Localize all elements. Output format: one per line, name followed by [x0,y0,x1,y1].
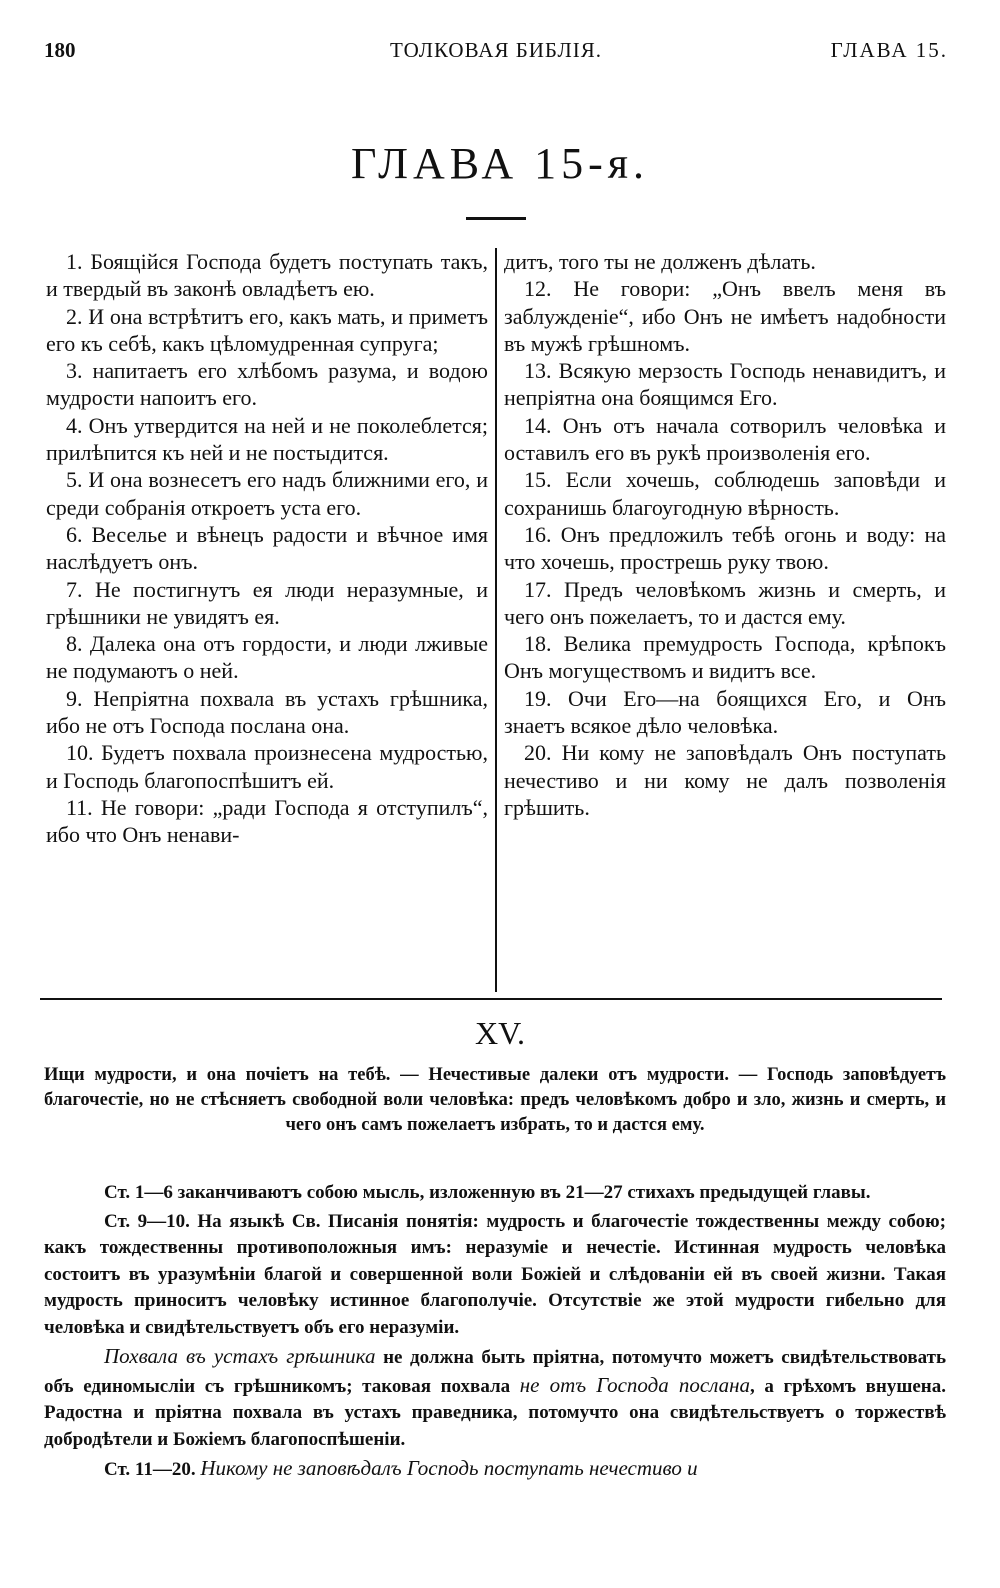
verse: 17. Предъ человѣкомъ жизнь и смерть, и чего онъ пожелаетъ, то и дастся ему. [504,576,946,629]
verse: 12. Не говори: „Онъ ввелъ меня въ заблужденіе“, ибо Онъ не имѣетъ надобности въ мужѣ грѣшномъ. [504,276,946,356]
verse: 19. Очи Его—на боящихся Его, и Онъ знаетъ всякое дѣло человѣка. [504,685,946,739]
running-header [44,38,948,68]
verse: 15. Если хочешь, соблюдешь заповѣди и сохранишь благоугодную вѣрность. [504,467,946,520]
book-title: ТОЛКОВАЯ БИБЛІЯ. [390,38,602,62]
verse: 4. Онъ утвердится на ней и не поколеблется; прилѣпится къ ней и не постыдится. [46,412,488,466]
commentary-paragraph [44,1455,946,1484]
chapter-summary: Ищи мудрости, и она почіетъ на тебѣ. — Нечестивые далеки отъ мудрости. — Господь заповѣдуетъ благочестіе, но не стѣсняетъ свободной воли человѣка: предъ человѣкомъ добро и зло, жизнь и смерть, и чего онъ самъ пожелаетъ избрать, то и дастся ему. [44,1065,946,1135]
verse: 10. Будетъ похвала произнесена мудростью, и Господь благопоспѣшитъ ей. [46,740,488,793]
verse-reference: Ст. 11—20. [104,1459,201,1480]
verse: 11. Не говори: „ради Господа я отступилъ“, ибо что Онъ ненави- [46,794,488,848]
verses-left-column [46,248,488,849]
verse: 13. Всякую мерзость Господь ненавидитъ, и непріятна она боящимся Его. [504,358,946,411]
page-number: 180 [44,38,76,62]
commentary [44,1180,946,1486]
quote-italic: не отъ Господа послана [519,1372,751,1397]
verse: 14. Онъ отъ начала сотворилъ человѣка и оставилъ его въ рукѣ произволенія его. [504,412,946,466]
verse: 20. Ни кому не заповѣдалъ Онъ поступать нечестиво и ни кому не далъ позволенія грѣшить. [504,740,946,820]
column-divider [495,248,497,992]
verse: 18. Велика премудрость Господа, крѣпокъ Онъ могуществомъ и видитъ все. [504,631,946,684]
verse: 1. Боящійся Господа будетъ поступать такъ, и твердый въ законѣ овладѣетъ ею. [46,249,488,302]
section-number: XV. [474,1015,526,1051]
commentary-paragraph: Ст. 1—6 заканчиваютъ собою мысль, изложенную въ 21—27 стихахъ предыдущей главы. [104,1182,871,1203]
section-rule [40,998,942,1000]
verse: 9. Непріятна похвала въ устахъ грѣшника, ибо не отъ Господа послана она. [46,685,488,739]
running-chapter: ГЛАВА 15. [830,38,948,62]
quote-italic: Похвала въ устахъ грѣшника [104,1344,376,1368]
commentary-text: , а грѣхомъ внушена. Радостна и пріятна похвала въ устахъ праведника, потомучто она свидѣтельствуетъ о торжествѣ добродѣтели и Божіемъ благопоспѣшеніи. [44,1375,947,1450]
commentary-text: не должна быть пріятна, потомучто можетъ свидѣтельствовать объ единомысліи съ грѣшникомъ; таковая похвала [44,1347,946,1397]
verse: 16. Онъ предложилъ тебѣ огонь и воду: на что хочешь, прострешь руку твою. [504,521,946,575]
chapter-title: ГЛАВА 15-я. [351,139,649,188]
quote-italic: Никому не заповѣдалъ Господь поступать нечестиво и [200,1456,698,1480]
title-rule [466,217,526,220]
commentary-paragraph [44,1343,946,1453]
verse: 7. Не постигнутъ ея люди неразумные, и грѣшники не увидятъ ея. [46,576,488,629]
verse-continuation: дитъ, того ты не долженъ дѣлать. [504,249,816,274]
commentary-paragraph: Ст. 9—10. На языкѣ Св. Писанія понятія: мудрость и благочестіе тождественны между собою; какъ тождественны противоположныя имъ: неразуміе и нечестіе. Истинная мудрость человѣка состоитъ въ уразумѣніи благой и совершенной воли Божіей и слѣдованіи ей въ своей жизни. Такая мудрость приноситъ человѣку истинное благополучіе. Отсутствіе же этой мудрости гибельно для человѣка и свидѣтельствуетъ объ его неразуміи. [44,1210,946,1338]
verse: 2. И она встрѣтитъ его, какъ мать, и приметъ его къ себѣ, какъ цѣломудренная супруга; [46,303,488,356]
verse: 8. Далека она отъ гордости, и люди лживые не подумаютъ о ней. [46,631,488,684]
verse: 6. Веселье и вѣнецъ радости и вѣчное имя наслѣдуетъ онъ. [46,521,488,575]
verse: 5. И она вознесетъ его надъ ближними его, и среди собранія откроетъ уста его. [46,467,488,520]
verses-right-column [504,248,946,821]
verse: 3. напитаетъ его хлѣбомъ разума, и водою мудрости напоитъ его. [46,358,488,411]
